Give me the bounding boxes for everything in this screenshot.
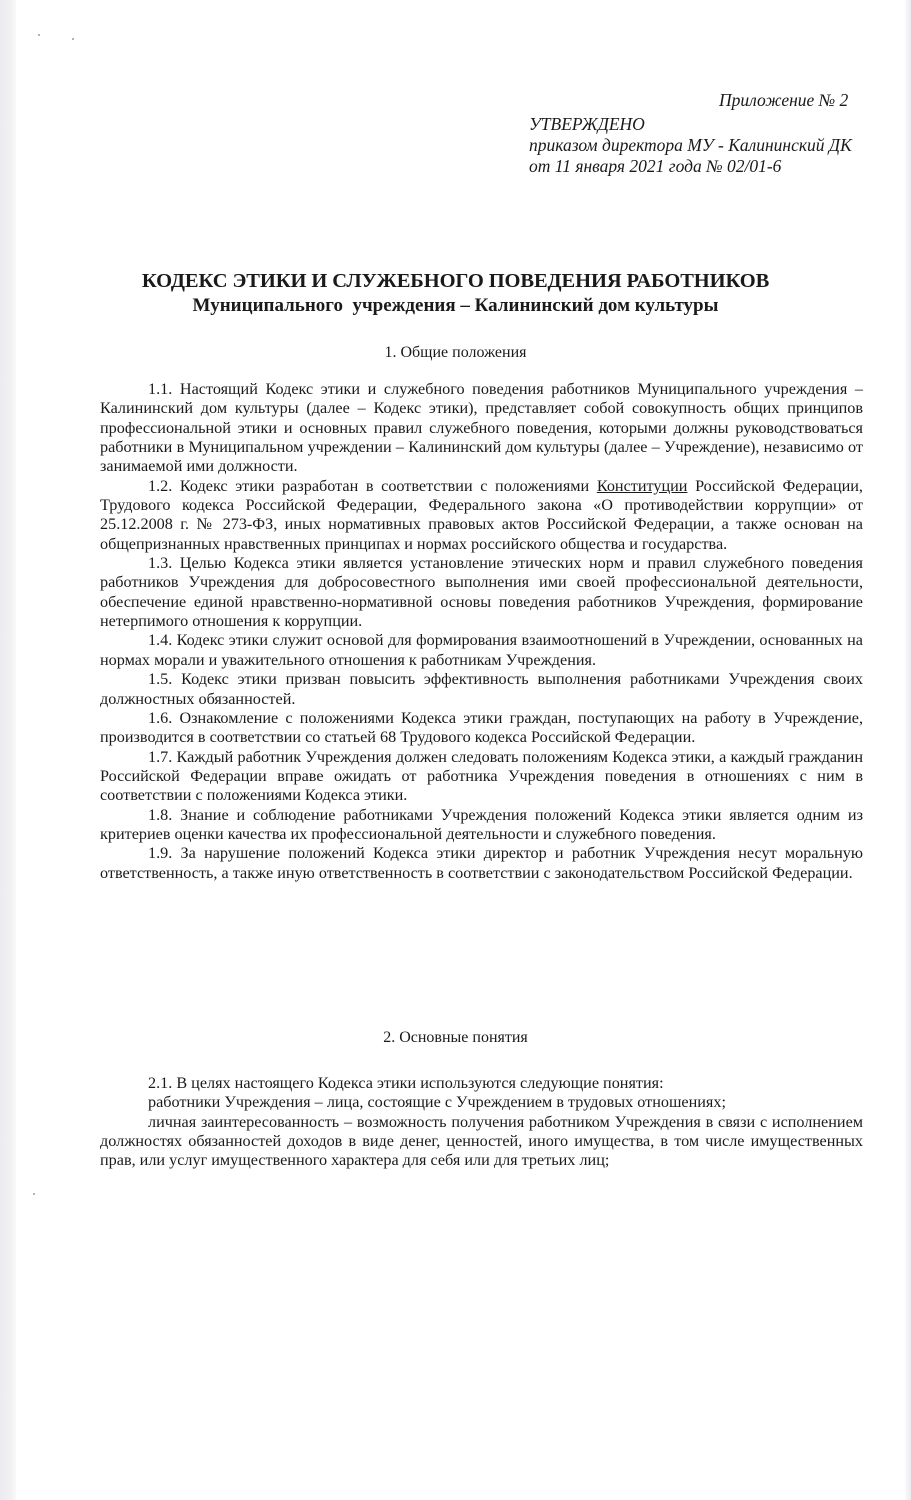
definition-personal-interest: личная заинтересованность – возможность получения работником Учреждения в связи с исполнением должностях обязанностей доходов в виде денег, ценностей, иного имущества, в том числе имущественных прав, или услуг имущественного характера для себя или для третьих лиц; [100, 1112, 863, 1170]
approved-label: УТВЕРЖДЕНО [529, 114, 645, 134]
scan-speck [72, 38, 74, 40]
paragraph-1-4: 1.4. Кодекс этики служит основой для формирования взаимоотношений в Учреждении, основанных на нормах морали и уважительного отношения к работникам Учреждения. [100, 631, 863, 669]
section-2-body [100, 1074, 863, 1171]
paragraph-1-2 [100, 477, 863, 554]
constitution-link[interactable]: Конституции [596, 476, 688, 495]
paragraph-1-7: 1.7. Каждый работник Учреждения должен следовать положениям Кодекса этики, а каждый гражданин Российской Федерации вправе ожидать от работника Учреждения поведения в отношениях с ним в соответствии с положениями Кодекса этики. [100, 747, 863, 805]
paragraph-1-3: 1.3. Целью Кодекса этики является установление этических норм и правил служебного поведения работников Учреждения для добросовестного выполнения ими своей профессиональной деятельности, обеспечение единой нравственно-нормативной основы поведения работников Учреждения, формирование нетерпимого отношения к коррупции. [100, 554, 863, 631]
paragraph-1-1: 1.1. Настоящий Кодекс этики и служебного поведения работников Муниципального учреждения – Калининский дом культуры (далее – Кодекс этики), представляет собой совокупность общих принципов профессиональной этики и основных правил служебного поведения, которыми должны руководствоваться работники в Муниципальном учреждении – Калининский дом культуры (далее – Учреждение), независимо от занимаемой ими должности. [100, 380, 863, 476]
paragraph-1-8: 1.8. Знание и соблюдение работниками Учреждения положений Кодекса этики является одним из критериев оценки качества их профессиональной деятельности и служебного поведения. [100, 805, 863, 843]
scan-edge-right [905, 0, 911, 1500]
approval-date: от 11 января 2021 года № 02/01-6 [529, 156, 782, 176]
scan-edge-left [0, 0, 16, 1500]
section-2-heading: 2. Основные понятия [383, 1029, 528, 1046]
paragraph-1-2-text-before: 1.2. Кодекс этики разработан в соответствии с положениями [148, 476, 597, 495]
approval-stamp [529, 90, 889, 177]
paragraph-1-6: 1.6. Ознакомление с положениями Кодекса этики граждан, поступающих на работу в Учреждение, производится в соответствии со статьей 68 Трудового кодекса Российской Федерации. [100, 708, 863, 747]
scan-speck [38, 34, 40, 36]
scan-speck [33, 1193, 35, 1195]
section-1-body [100, 380, 863, 883]
document-title [0, 268, 911, 318]
paragraph-1-9: 1.9. За нарушение положений Кодекса этики директор и работник Учреждения несут моральную ответственность, а также иную ответственность в соответствии с законодательством Российской Федерации. [100, 844, 863, 882]
annex-number: Приложение № 2 [719, 90, 849, 110]
approval-order: приказом директора МУ - Калининский ДК [529, 135, 852, 155]
section-1-heading: 1. Общие положения [384, 344, 527, 361]
title-main: КОДЕКС ЭТИКИ И СЛУЖЕБНОГО ПОВЕДЕНИЯ РАБОТНИКОВ [141, 270, 770, 292]
paragraph-1-5: 1.5. Кодекс этики призван повысить эффективность выполнения работниками Учреждения своих должностных обязанностей. [100, 670, 863, 708]
paragraph-2-1: 2.1. В целях настоящего Кодекса этики используются следующие понятия: [148, 1074, 664, 1092]
definition-employees: работники Учреждения – лица, состоящие с Учреждением в трудовых отношениях; [148, 1093, 726, 1112]
paragraph-1-2-text-after: Российской Федерации, Трудового кодекса Российской Федерации, Федерального закона «О противодействии коррупции» от 25.12.2008 г. № 273-ФЗ, иных нормативных правовых актов Российской Федерации, а также основан на общепризнанных нравственных принципах и нормах российского общества и государства. [100, 476, 863, 553]
title-subtitle: Муниципального учреждения – Калининский дом культуры [192, 295, 719, 316]
